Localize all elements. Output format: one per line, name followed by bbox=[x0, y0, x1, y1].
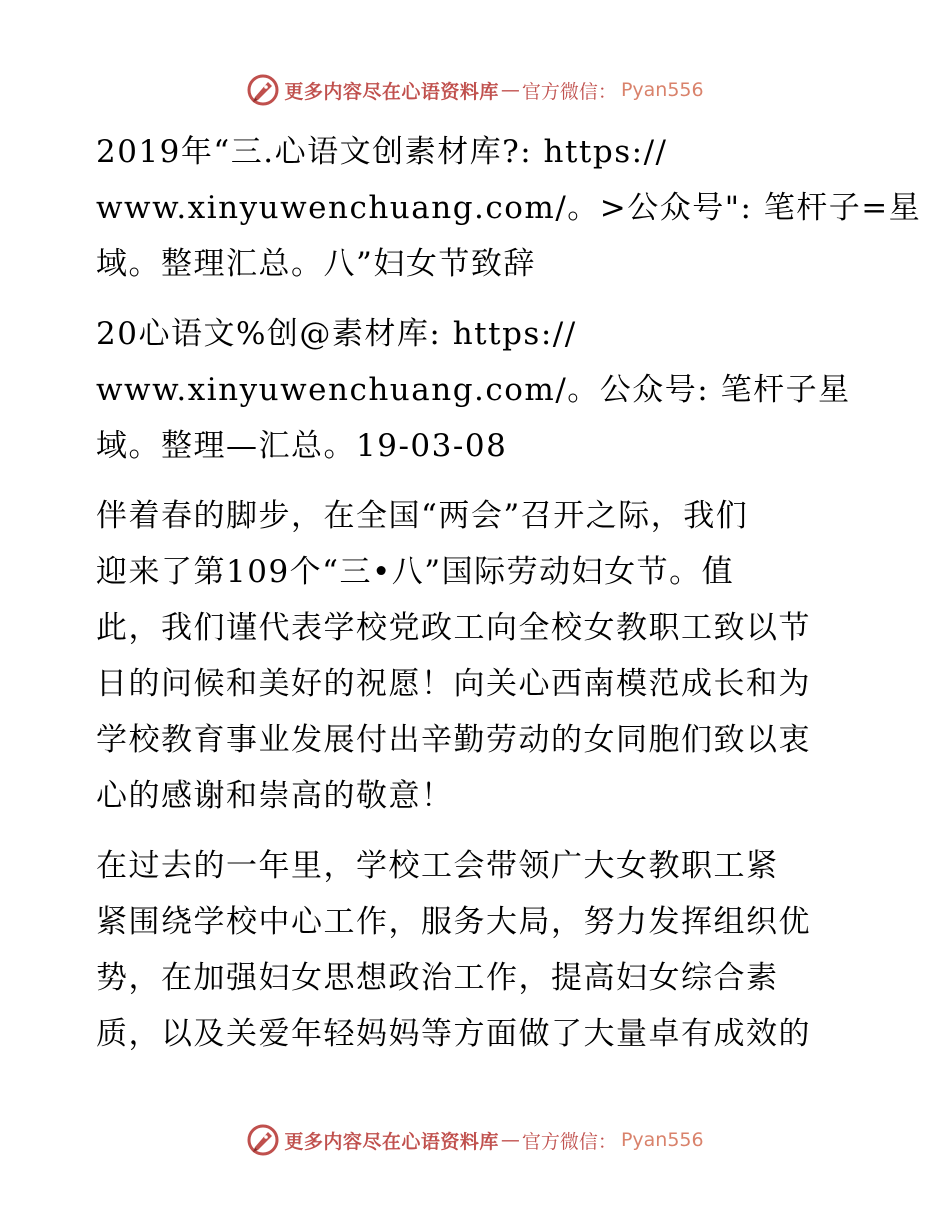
watermark-separator: — bbox=[500, 79, 520, 101]
text-line: 势，在加强妇女思想政治工作，提高妇女综合素 bbox=[96, 960, 779, 996]
text-line: 心的感谢和崇高的敬意！ bbox=[96, 778, 454, 814]
text-line: 迎来了第109个“三•八”国际劳动妇女节。值 bbox=[96, 554, 735, 590]
watermark-brand-text: 更多内容尽在心语资料库 bbox=[284, 1130, 499, 1153]
paragraph-review bbox=[96, 838, 856, 1062]
pen-nib-logo-icon bbox=[246, 73, 280, 107]
watermark-separator: — bbox=[500, 1129, 520, 1151]
text-line: 学校教育事业发展付出辛勤劳动的女同胞们致以衷 bbox=[96, 722, 811, 758]
text-line: www.xinyuwenchuang.com/。>公众号": 笔杆子=星 bbox=[96, 190, 922, 226]
text-line: 此，我们谨代表学校党政工向全校女教职工致以节 bbox=[96, 610, 811, 646]
watermark-brand-text: 更多内容尽在心语资料库 bbox=[284, 80, 499, 103]
text-line: www.xinyuwenchuang.com/。公众号: 笔杆子星 bbox=[96, 372, 851, 408]
watermark-wechat-id: Pyan556 bbox=[620, 79, 704, 101]
footer-watermark bbox=[0, 1120, 950, 1160]
watermark-channel-label: 官方微信： bbox=[521, 1130, 617, 1153]
paragraph-greeting bbox=[96, 488, 856, 824]
text-line: 域。整理—汇总。19-03-08 bbox=[96, 428, 508, 464]
paragraph-title-2 bbox=[96, 306, 856, 474]
text-line: 在过去的一年里，学校工会带领广大女教职工紧 bbox=[96, 848, 779, 884]
text-line: 紧围绕学校中心工作，服务大局，努力发挥组织优 bbox=[96, 904, 811, 940]
text-line: 域。整理汇总。八”妇女节致辞 bbox=[96, 246, 536, 282]
text-line: 质，以及关爱年轻妈妈等方面做了大量卓有成效的 bbox=[96, 1016, 811, 1052]
header-watermark bbox=[0, 70, 950, 110]
watermark-wechat-id: Pyan556 bbox=[620, 1129, 704, 1151]
paragraph-title-1 bbox=[96, 124, 922, 292]
watermark-channel-label: 官方微信： bbox=[521, 80, 617, 103]
text-line: 2019年“三.心语文创素材库?: https:// bbox=[96, 134, 668, 170]
text-line: 日的问候和美好的祝愿！向关心西南模范成长和为 bbox=[96, 666, 811, 702]
document-body bbox=[96, 124, 922, 1076]
text-line: 20心语文%创@素材库: https:// bbox=[96, 316, 577, 352]
pen-nib-logo-icon bbox=[246, 1123, 280, 1157]
text-line: 伴着春的脚步，在全国“两会”召开之际，我们 bbox=[96, 498, 749, 534]
